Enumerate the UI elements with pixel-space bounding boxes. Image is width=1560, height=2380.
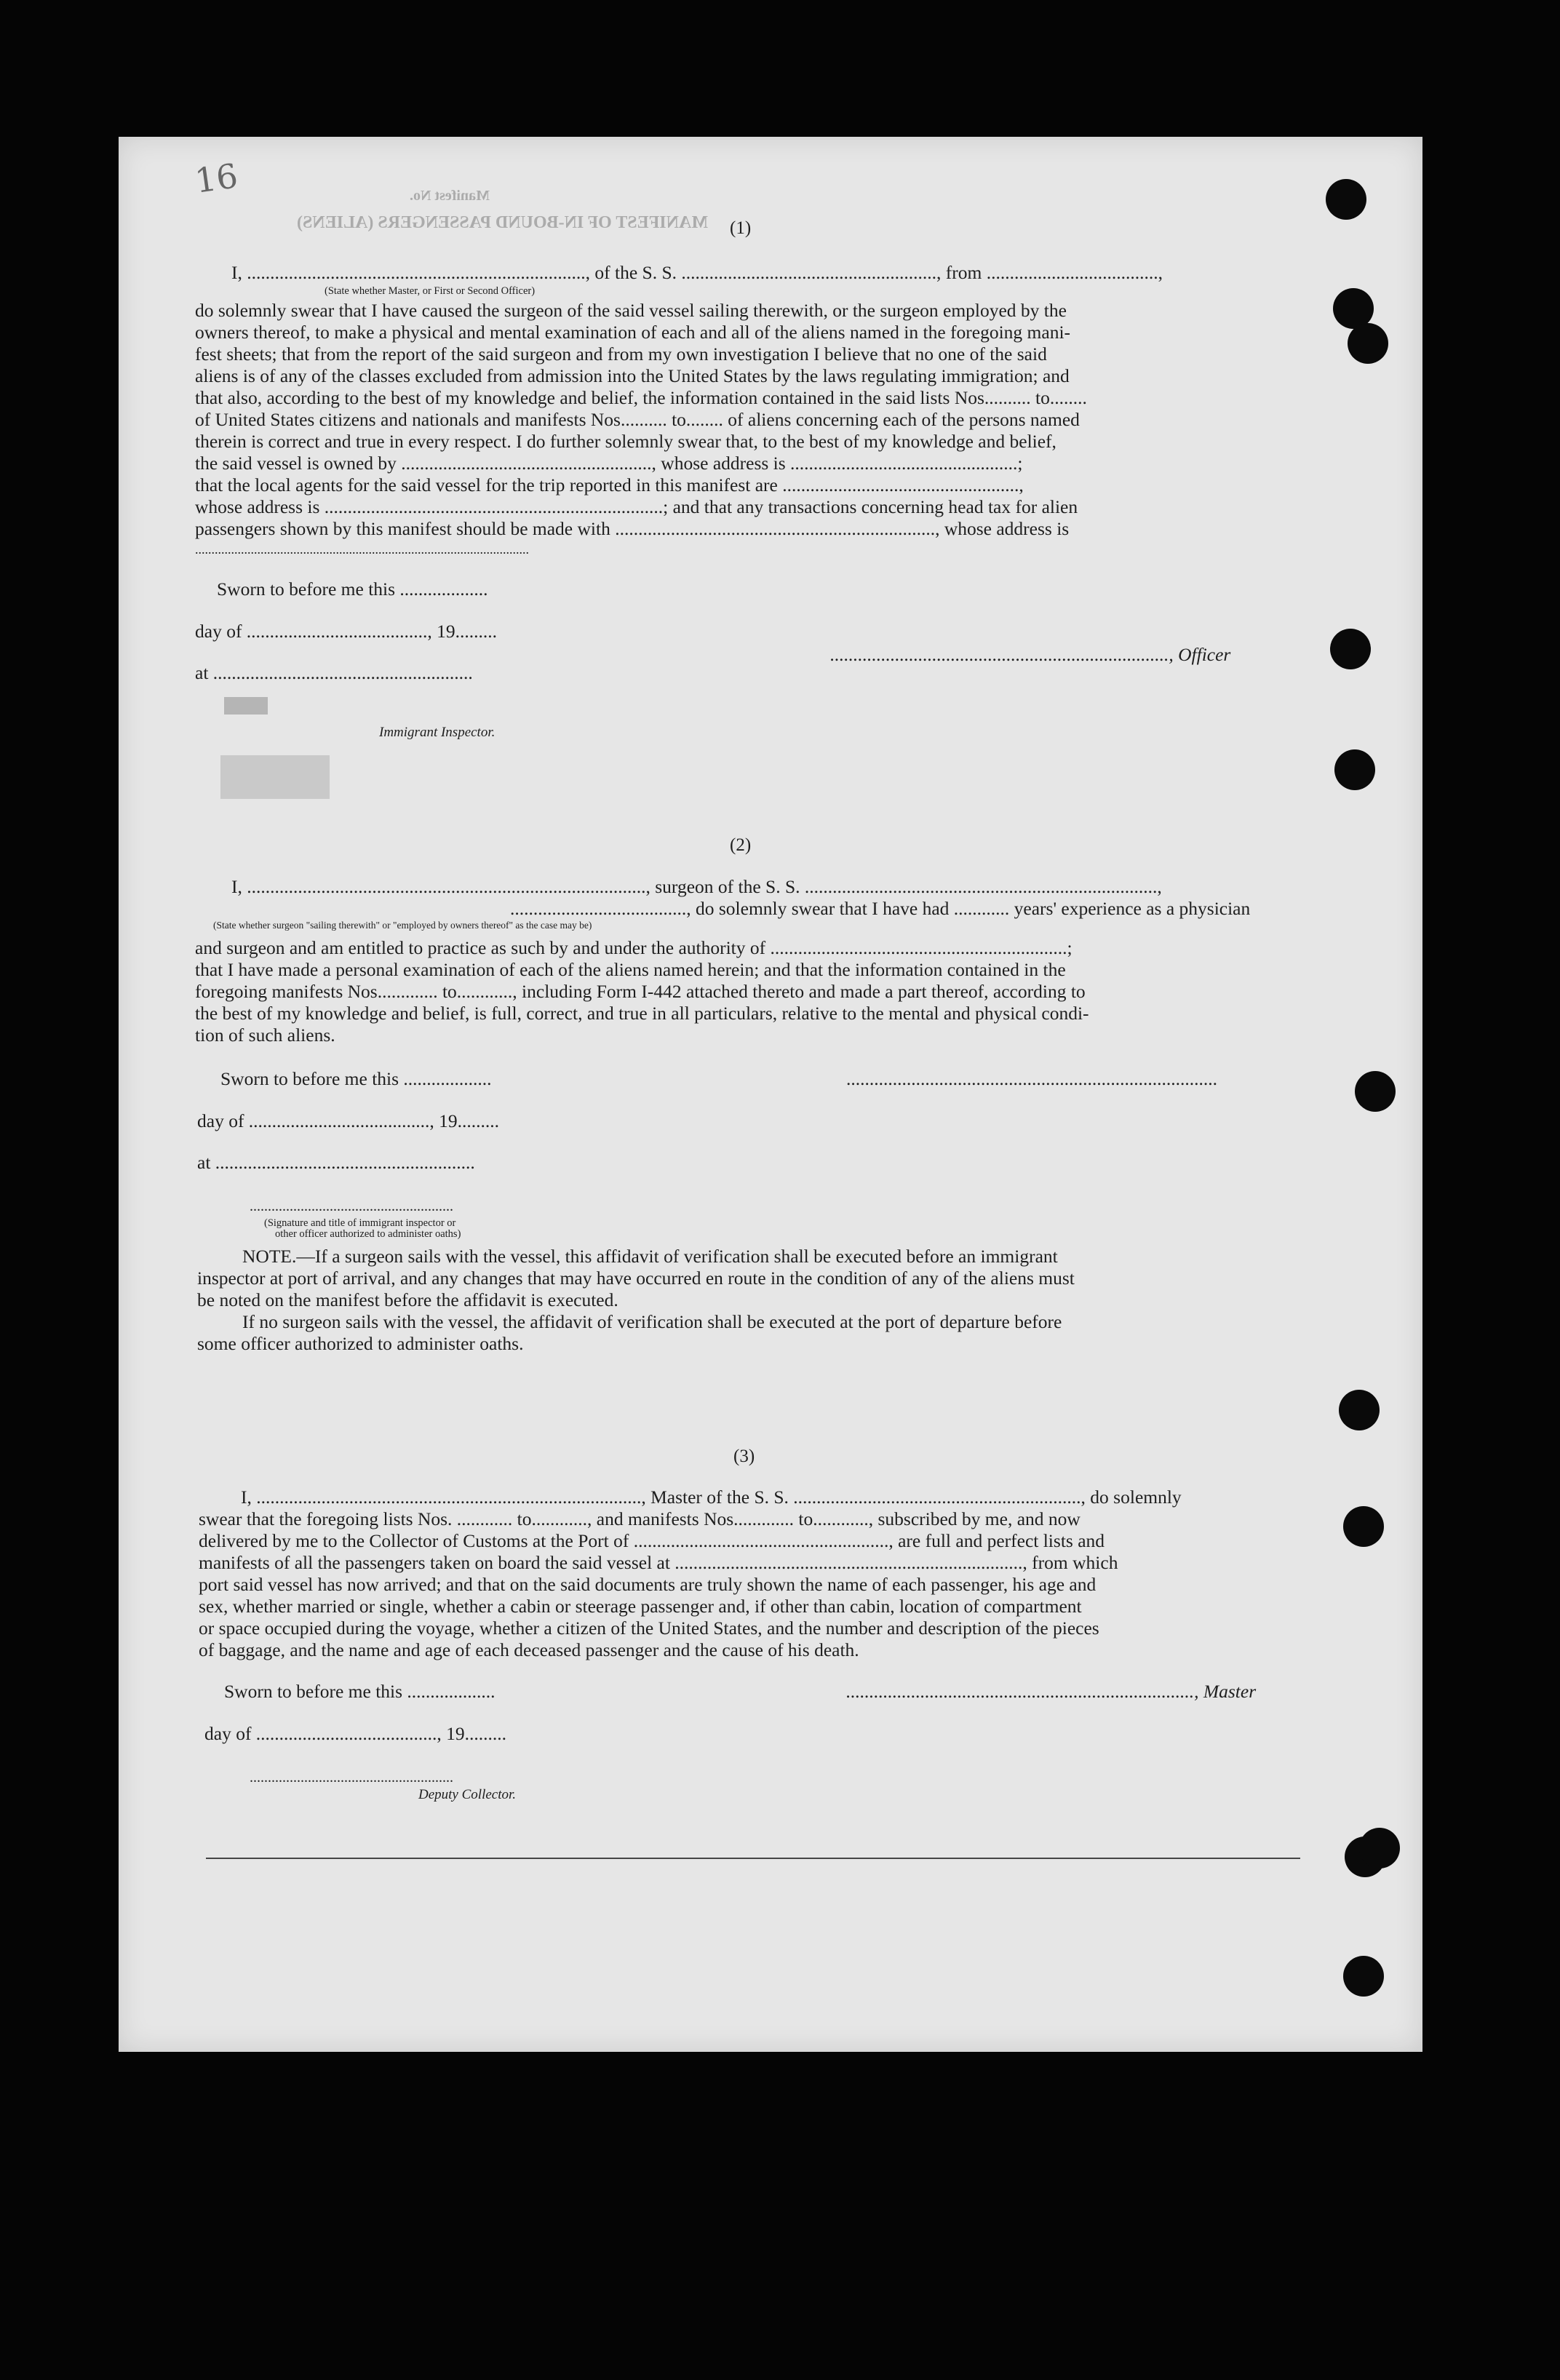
section-3-line: swear that the foregoing lists Nos. ............ to............, and manifests Nos............. to............, subscribed by me, and now xyxy=(199,1508,1081,1529)
punch-hole xyxy=(1359,1828,1400,1868)
punch-hole xyxy=(1330,629,1371,669)
manifest-page xyxy=(119,137,1422,2052)
surgeon-type-hint: (State whether surgeon "sailing therewith" or "employed by owners thereof" as the case may be) xyxy=(213,920,592,931)
backprint-manifest-no: Manifest No. xyxy=(410,188,490,204)
deputy-collector-label: Deputy Collector. xyxy=(418,1787,517,1802)
note-line: inspector at port of arrival, and any changes that may have occurred en route in the condition of any of the aliens must xyxy=(197,1267,1075,1289)
section-3-line: port said vessel has now arrived; and that on the said documents are truly shown the name of each passenger, his age and xyxy=(199,1574,1097,1595)
section-1-number: (1) xyxy=(730,218,752,238)
section-1-line: whose address is .........................................................................; and that any transactions concerning head tax for alien xyxy=(195,496,1078,517)
section-2-line: that I have made a personal examination of each of the aliens named herein; and that the information contained in the xyxy=(195,959,1066,980)
handwritten-number: 16 xyxy=(192,156,241,201)
punch-hole xyxy=(1334,749,1375,790)
signature-dots-2: ........................................................ xyxy=(250,1198,453,1214)
note-line: NOTE.—If a surgeon sails with the vessel, this affidavit of verification shall be executed before an immigrant xyxy=(242,1246,1058,1267)
signature-hint-1: (Signature and title of immigrant inspector or xyxy=(264,1217,456,1229)
section-1-line: ...................................................................................................... xyxy=(195,542,529,557)
signature-hint-2: other officer authorized to administer oaths) xyxy=(275,1228,461,1240)
officer-rank-hint: (State whether Master, or First or Second Officer) xyxy=(325,285,536,297)
section-2-line: tion of such aliens. xyxy=(195,1024,335,1046)
master-signature-line: ..........................................................................., Master xyxy=(846,1681,1257,1702)
section-1-line: therein is correct and true in every respect. I do further solemnly swear that, to the best of my knowledge and belief, xyxy=(195,431,1056,452)
officer-signature-line: ........................................................................., Officer xyxy=(830,644,1231,665)
punch-hole xyxy=(1339,1390,1380,1430)
section-2-line: the best of my knowledge and belief, is full, correct, and true in all particulars, relative to the mental and physical condi- xyxy=(195,1003,1089,1024)
section-3-line: delivered by me to the Collector of Customs at the Port of ......................................................., are full and perfect lists and xyxy=(199,1530,1105,1551)
section-2-line: and surgeon and am entitled to practice as such by and under the authority of ................................................................; xyxy=(195,937,1072,958)
section-2-line: I, ......................................................................................, surgeon of the S. S. ............................................................................, xyxy=(231,876,1162,897)
section-2-number: (2) xyxy=(730,835,752,855)
collector-signature-line: ........................................................ xyxy=(250,1770,453,1786)
punch-hole xyxy=(1326,179,1366,220)
section-1-line: do solemnly swear that I have caused the surgeon of the said vessel sailing therewith, or the surgeon employed by the xyxy=(195,300,1067,321)
section-1-line: of United States citizens and nationals and manifests Nos.......... to........ of aliens concerning each of the persons named xyxy=(195,409,1080,430)
punch-hole xyxy=(1355,1071,1396,1112)
at-line-1: at ........................................................ xyxy=(195,662,473,683)
sworn-line-2: Sworn to before me this ................... xyxy=(220,1068,492,1089)
backprint-title: MANIFEST OF IN-BOUND PASSENGERS (ALIENS) xyxy=(297,213,708,232)
section-1-line: that also, according to the best of my knowledge and belief, the information contained in the said lists Nos.......... to........ xyxy=(195,387,1087,408)
ink-stamp xyxy=(220,755,330,799)
day-line-1: day of ......................................., 19......... xyxy=(195,621,498,642)
bottom-rule xyxy=(206,1858,1300,1859)
section-1-line: that the local agents for the said vessel for the trip reported in this manifest are ..................................................., xyxy=(195,474,1024,495)
section-1-line: the said vessel is owned by ......................................................, whose address is .................................................; xyxy=(195,453,1023,474)
section-3-line: or space occupied during the voyage, whether a citizen of the United States, and the number and description of the pieces xyxy=(199,1617,1099,1639)
section-1-line: aliens is of any of the classes excluded from admission into the United States by the laws regulating immigration; and xyxy=(195,365,1070,386)
note-line: some officer authorized to administer oaths. xyxy=(197,1333,524,1354)
section-3-line: of baggage, and the name and age of each deceased passenger and the cause of his death. xyxy=(199,1639,859,1660)
section-3-line: I, ..................................................................................., Master of the S. S. .............................................................., do solemnly xyxy=(241,1486,1182,1508)
day-line-2: day of ......................................., 19......... xyxy=(197,1110,500,1131)
section-3-line: sex, whether married or single, whether a cabin or steerage passenger and, if other than cabin, location of compartment xyxy=(199,1596,1082,1617)
punch-hole xyxy=(1348,323,1388,364)
ink-stamp xyxy=(224,697,268,715)
punch-hole xyxy=(1343,1956,1384,1997)
inspector-label: Immigrant Inspector. xyxy=(379,725,496,740)
at-line-2: at ........................................................ xyxy=(197,1152,475,1173)
section-1-line: owners thereof, to make a physical and mental examination of each and all of the aliens named in the foregoing mani- xyxy=(195,322,1071,343)
sworn-line-1: Sworn to before me this ................... xyxy=(217,578,488,600)
section-3-line: manifests of all the passengers taken on board the said vessel at ..........................................................................., from which xyxy=(199,1552,1118,1573)
note-line: If no surgeon sails with the vessel, the affidavit of verification shall be executed at the port of departure before xyxy=(242,1311,1062,1332)
day-line-3: day of ......................................., 19......... xyxy=(204,1723,507,1744)
section-2-line: ......................................, do solemnly swear that I have had ............ years' experience as a physician xyxy=(510,898,1251,919)
officer-signature-line-2: ................................................................................ xyxy=(846,1068,1217,1089)
punch-hole xyxy=(1343,1506,1384,1547)
section-1-line: passengers shown by this manifest should be made with ....................................................................., whose address is xyxy=(195,518,1070,539)
section-2-line: foregoing manifests Nos............. to............, including Form I-442 attached thereto and made a part thereof, according to xyxy=(195,981,1086,1002)
section-1-line: I, ........................................................................., of the S. S. ......................................................., from ....................................., xyxy=(231,262,1163,283)
note-line: be noted on the manifest before the affidavit is executed. xyxy=(197,1289,618,1310)
section-3-number: (3) xyxy=(733,1446,755,1466)
sworn-line-3: Sworn to before me this ................... xyxy=(224,1681,496,1702)
section-1-line: fest sheets; that from the report of the said surgeon and from my own investigation I believe that no one of the said xyxy=(195,343,1047,365)
